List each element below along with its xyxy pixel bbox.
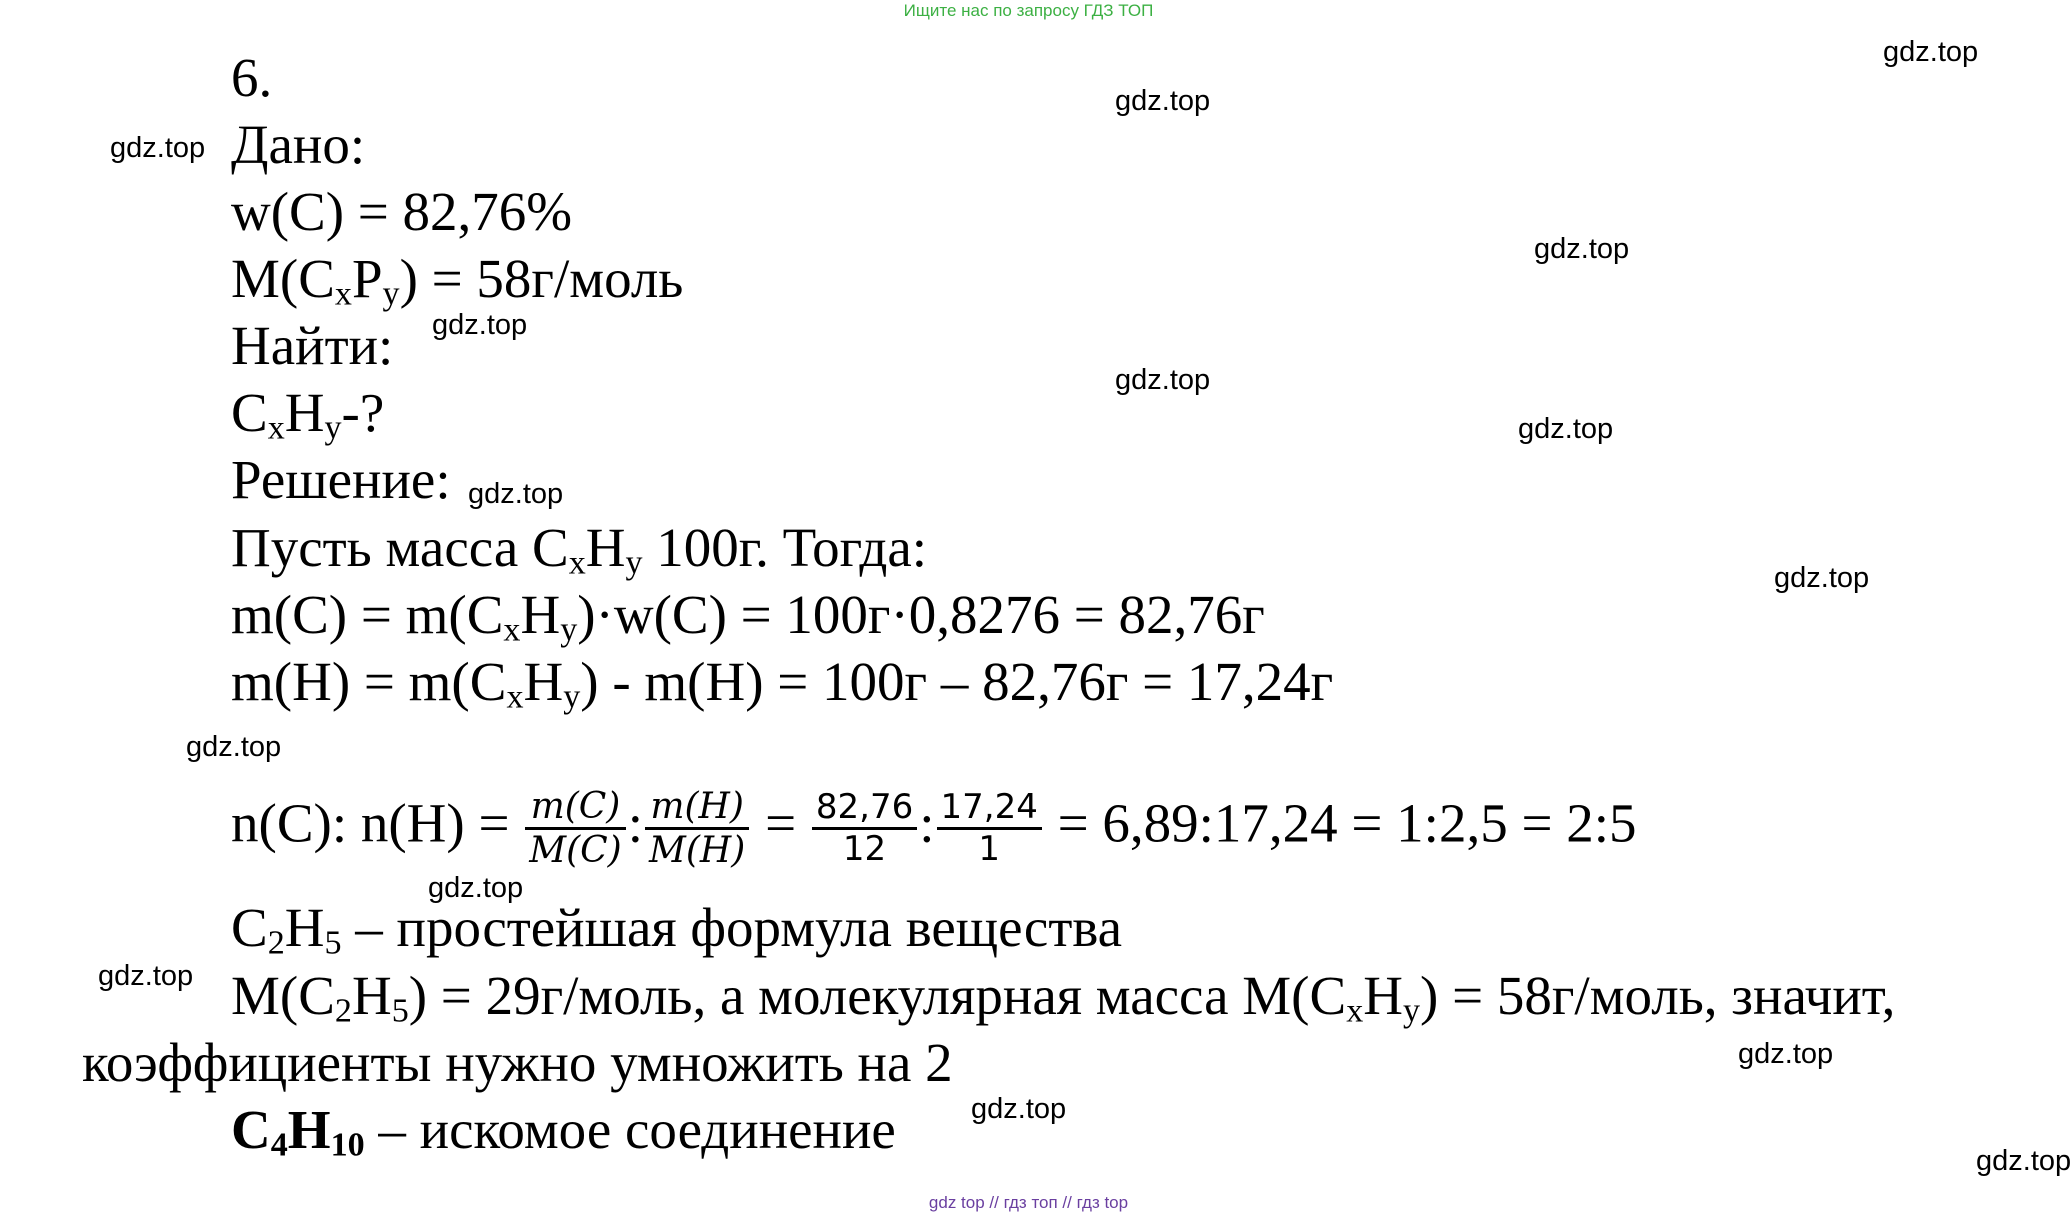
fraction-m-c: $\frac{m(C)}{M(C)}$ [525, 786, 626, 872]
watermark: gdz.top [1976, 1145, 2071, 1177]
fraction-carbon-value: $\frac{82,76}{12}$ [812, 788, 917, 869]
watermark: gdz.top [1115, 85, 1211, 117]
fraction-hydrogen-value: $\frac{17,24}{1}$ [937, 788, 1042, 869]
assumption-line: Пусть масса $C_xH_y$ 100г. Тогда: [231, 517, 928, 582]
watermark: gdz.top [1534, 233, 1630, 265]
top-banner[interactable]: Ищите нас по запросу ГДЗ ТОП [903, 1, 1154, 20]
given-header: Дано: [231, 114, 366, 175]
watermark: gdz.top [468, 478, 564, 510]
coefficient-line: коэффициенты нужно умножить на 2 [82, 1032, 953, 1093]
watermark: gdz.top [432, 309, 528, 341]
given-molar-mass: $M(C_xP_y)$ = 58г/моль [231, 248, 684, 313]
watermark: gdz.top [428, 872, 524, 904]
find-header: Найти: [231, 315, 394, 376]
answer-line: $C_4H_{10}$ – искомое соединение [231, 1099, 896, 1164]
molar-mass-comparison-line: $M(C_2H_5)$ = 29г/моль, а молекулярная масса $M(C_xH_y)$ = 58г/моль, значит, [231, 965, 1896, 1030]
solution-header: Решение: [231, 449, 451, 510]
watermark: gdz.top [971, 1093, 1067, 1125]
bottom-banner[interactable]: gdz top // гдз топ // гдз top [928, 1193, 1129, 1212]
fraction-m-h: $\frac{m(H)}{M(H)}$ [645, 786, 749, 872]
given-mass-fraction: w(C) = 82,76% [231, 181, 573, 242]
find-formula: $C_xH_y-$? [231, 382, 385, 447]
hydrogen-mass-line: $m(H) = m(C_xH_y) - m(H) = 100г - 82,76г = 17,24г$ [231, 651, 1334, 716]
watermark: gdz.top [186, 731, 282, 763]
watermark: gdz.top [1115, 364, 1211, 396]
watermark: gdz.top [1774, 562, 1870, 594]
watermark: gdz.top [98, 960, 194, 992]
watermark: gdz.top [110, 132, 206, 164]
simplest-formula-line: $C_2H_5$ – простейшая формула вещества [231, 897, 1123, 962]
watermark: gdz.top [1883, 36, 1979, 68]
carbon-mass-line: $m(C) = m(C_xH_y)\cdot w(C) = 100г\cdot 0,8276 = 82,76г$ [231, 584, 1265, 649]
watermark: gdz.top [1518, 413, 1614, 445]
problem-number: 6. [231, 47, 273, 108]
mole-ratio-line: n(C): n(H) = $\frac{m(C)}{M(C)}$ : $\frac{m(H)}{M(H)}$ = $\frac{82,76}{12}$ : $\frac{17,24}{1}$ = 6,89:17,24 = 1:2,5 = 2:5 [231, 786, 1637, 872]
watermark: gdz.top [1738, 1038, 1834, 1070]
